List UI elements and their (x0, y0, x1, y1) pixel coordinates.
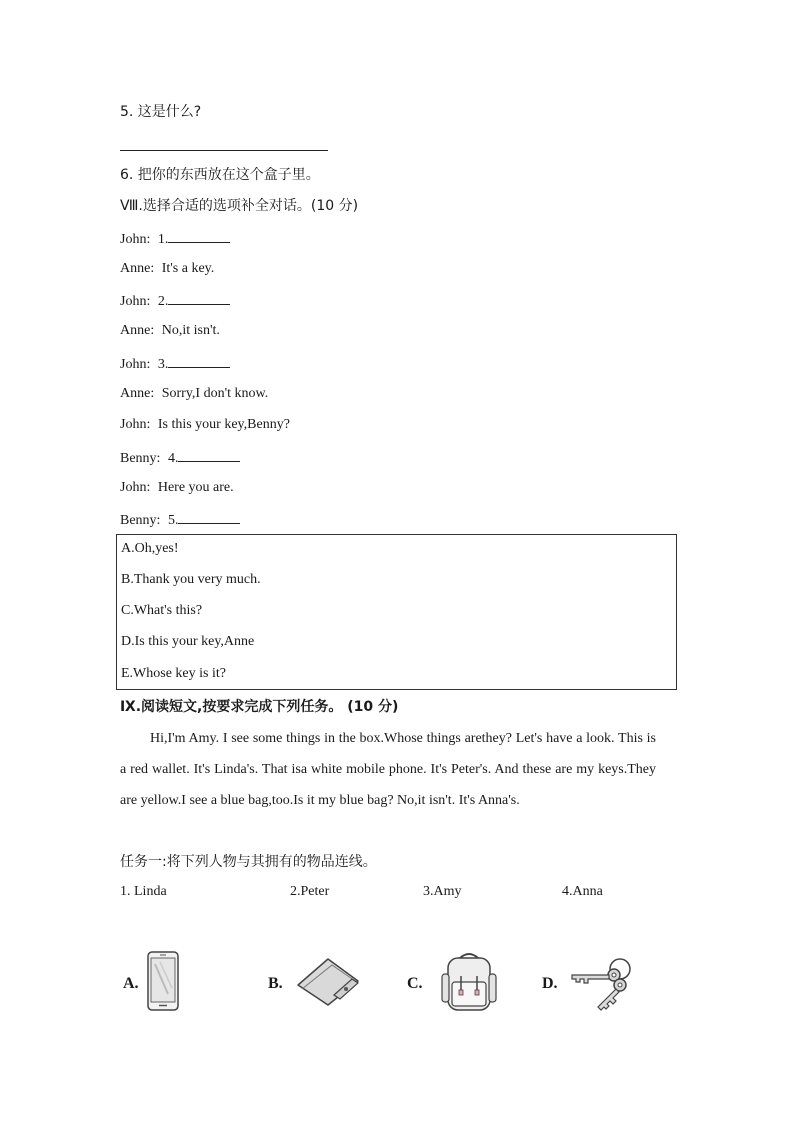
speaker: John: (120, 294, 151, 309)
section-8-title: Ⅷ.选择合适的选项补全对话。(10 分) (120, 198, 359, 214)
wallet-icon (294, 955, 362, 1009)
speaker: John: (120, 480, 151, 495)
utterance: 1. (157, 232, 169, 247)
answer-blank[interactable] (178, 509, 240, 524)
passage-text: Hi,I'm Amy. I see some things in the box.Whose things arethey? Let's have a look. This is a red wallet. It's Linda's. That isa white mobile phone. It's Peter's. And these are my keys.They are yellow.I see a blue bag,too.Is it my blue bag? No,it isn't. It's Anna's. (120, 731, 656, 808)
dialogue-line (120, 478, 234, 498)
answer-blank[interactable] (168, 353, 230, 368)
question-5: 5. 这是什么? (120, 104, 202, 120)
option-b: B.Thank you very much. (121, 572, 261, 587)
utterance: 2. (157, 294, 169, 309)
option-e: E.Whose key is it? (121, 666, 226, 681)
person-amy: 3.Amy (423, 884, 462, 899)
person-anna: 4.Anna (562, 884, 603, 899)
options-box (116, 534, 677, 690)
answer-line (120, 150, 328, 151)
picture-label-a: A. (123, 975, 139, 992)
answer-blank[interactable] (168, 228, 230, 243)
keys-icon (568, 955, 634, 1013)
utterance: 5. (167, 513, 179, 528)
dialogue-line (120, 384, 268, 404)
question-6: 6. 把你的东西放在这个盒子里。 (120, 167, 320, 183)
speaker: John: (120, 417, 151, 432)
section-9-title: Ⅸ.阅读短文,按要求完成下列任务。 (10 分) (120, 699, 399, 715)
utterance: 4. (167, 451, 179, 466)
picture-label-c: C. (407, 975, 423, 992)
picture-label-d: D. (542, 975, 558, 992)
answer-blank[interactable] (178, 447, 240, 462)
task-1-instruction: 任务一:将下列人物与其拥有的物品连线。 (120, 854, 377, 870)
backpack-icon (440, 950, 498, 1014)
person-linda: 1. Linda (120, 884, 167, 899)
answer-blank[interactable] (168, 290, 230, 305)
option-d: D.Is this your key,Anne (121, 634, 255, 649)
utterance: 3. (157, 357, 169, 372)
person-peter: 2.Peter (290, 884, 330, 899)
utterance: Sorry,I don't know. (161, 386, 269, 401)
utterance: Here you are. (157, 480, 234, 495)
dialogue-line (120, 415, 290, 435)
option-a: A.Oh,yes! (121, 541, 179, 556)
dialogue-line (120, 321, 220, 341)
utterance: Is this your key,Benny? (157, 417, 290, 432)
dialogue-line (120, 509, 240, 531)
dialogue-line (120, 290, 230, 312)
speaker: Anne: (120, 386, 155, 401)
utterance: No,it isn't. (161, 323, 220, 338)
mobile-phone-icon (146, 950, 180, 1012)
speaker: John: (120, 232, 151, 247)
speaker: Anne: (120, 323, 155, 338)
speaker: Benny: (120, 513, 161, 528)
utterance: It's a key. (161, 261, 215, 276)
reading-passage (120, 723, 656, 816)
speaker: Anne: (120, 261, 155, 276)
dialogue-line (120, 447, 240, 469)
picture-label-b: B. (268, 975, 283, 992)
speaker: John: (120, 357, 151, 372)
option-c: C.What's this? (121, 603, 203, 618)
dialogue-line (120, 259, 214, 279)
dialogue-line (120, 353, 230, 375)
dialogue-line (120, 228, 230, 250)
speaker: Benny: (120, 451, 161, 466)
